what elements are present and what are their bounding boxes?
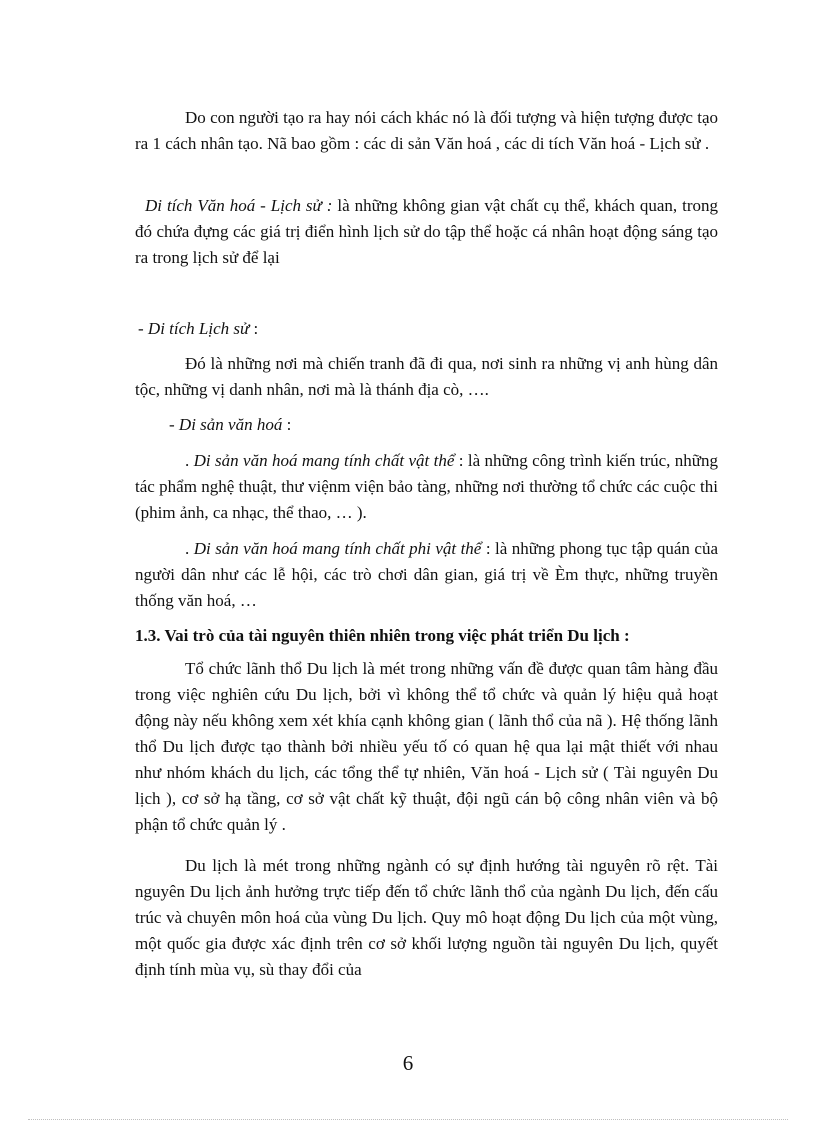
term-di-san-phi-vat-the: Di sản văn hoá mang tính chất phi vật thể bbox=[193, 539, 482, 558]
paragraph-di-san-phi-vat-the bbox=[135, 536, 718, 614]
bullet-dot: . bbox=[185, 451, 194, 470]
term-di-tich-lich-su: - Di tích Lịch sử bbox=[138, 319, 250, 338]
page-number: 6 bbox=[402, 1051, 414, 1075]
term-di-san-vat-the: Di sản văn hoá mang tính chất vật thể bbox=[193, 451, 455, 470]
subheading-di-san-van-hoa bbox=[135, 412, 718, 438]
definition-di-san-vat-the: : là những công trình kiến trúc, những tác phẩm nghệ thuật, thư việnm viện bảo tàng, những nơi thường tổ chức các cuộc thi (phim ảnh, ca nhạc, thể thao, … ). bbox=[135, 451, 718, 522]
paragraph-to-chuc-lanh-tho: Tổ chức lãnh thổ Du lịch là mét trong những vấn đề được quan tâm hàng đầu trong việc nghiên cứu Du lịch, bởi vì không thể tổ chức và quản lý hiệu quả hoạt động này nếu không xem xét khía cạnh không gian ( lãnh thổ của nã ). Hệ thống lãnh thổ Du lịch được tạo thành bởi nhiều yếu tố có quan hệ qua lại mật thiết với nhau như nhóm khách du lịch, các tổng thể tự nhiên, Văn hoá - Lịch sử ( Tài nguyên Du lịch ), cơ sở hạ tầng, cơ sở vật chất kỹ thuật, đội ngũ cán bộ công nhân viên và bộ phận tổ chức quản lý . bbox=[135, 659, 718, 834]
colon: : bbox=[282, 415, 292, 434]
term-di-tich-van-hoa: Di tích Văn hoá - Lịch sử : bbox=[145, 196, 333, 215]
paragraph-di-san-vat-the bbox=[135, 448, 718, 526]
paragraph-di-tich-van-hoa bbox=[135, 193, 718, 271]
page-bottom-border bbox=[28, 1119, 788, 1120]
paragraph-intro: Do con người tạo ra hay nói cách khác nó là đối tượng và hiện tượng được tạo ra 1 cách nhân tạo. Nã bao gồm : các di sản Văn hoá , các di tích Văn hoá - Lịch sử . bbox=[135, 108, 718, 153]
paragraph-di-tich-lich-su: Đó là những nơi mà chiến tranh đã đi qua, nơi sinh ra những vị anh hùng dân tộc, những vị danh nhân, nơi mà là thánh địa cò, …. bbox=[135, 354, 718, 399]
term-di-san-van-hoa: - Di sản văn hoá bbox=[169, 415, 283, 434]
subheading-di-tich-lich-su bbox=[135, 316, 718, 342]
section-heading: 1.3. Vai trò của tài nguyên thiên nhiên trong việc phát triển Du lịch : bbox=[135, 626, 630, 645]
paragraph-du-lich-nganh: Du lịch là mét trong những ngành có sự định hướng tài nguyên rõ rệt. Tài nguyên Du lịch ảnh hưởng trực tiếp đến tổ chức lãnh thổ của ngành Du lịch, đến cấu trúc và chuyên môn hoá của vùng Du lịch. Quy mô hoạt động Du lịch của một vùng, một quốc gia được xác định trên cơ sở khối lượng nguồn tài nguyên Du lịch, quyết định tính mùa vụ, sù thay đổi của bbox=[135, 856, 718, 979]
definition-di-san-phi-vat-the: : là những phong tục tập quán của người dân như các lễ hội, các trò chơi dân gian, giá trị về Èm thực, những truyền thống văn hoá, … bbox=[135, 539, 718, 610]
definition-di-tich-van-hoa: là những không gian vật chất cụ thể, khách quan, trong đó chứa đựng các giá trị điển hình lịch sử do tập thể hoặc cá nhân hoạt động sáng tạo ra trong lịch sử để lại bbox=[135, 196, 719, 267]
colon: : bbox=[249, 319, 259, 338]
bullet-dot: . bbox=[185, 539, 194, 558]
